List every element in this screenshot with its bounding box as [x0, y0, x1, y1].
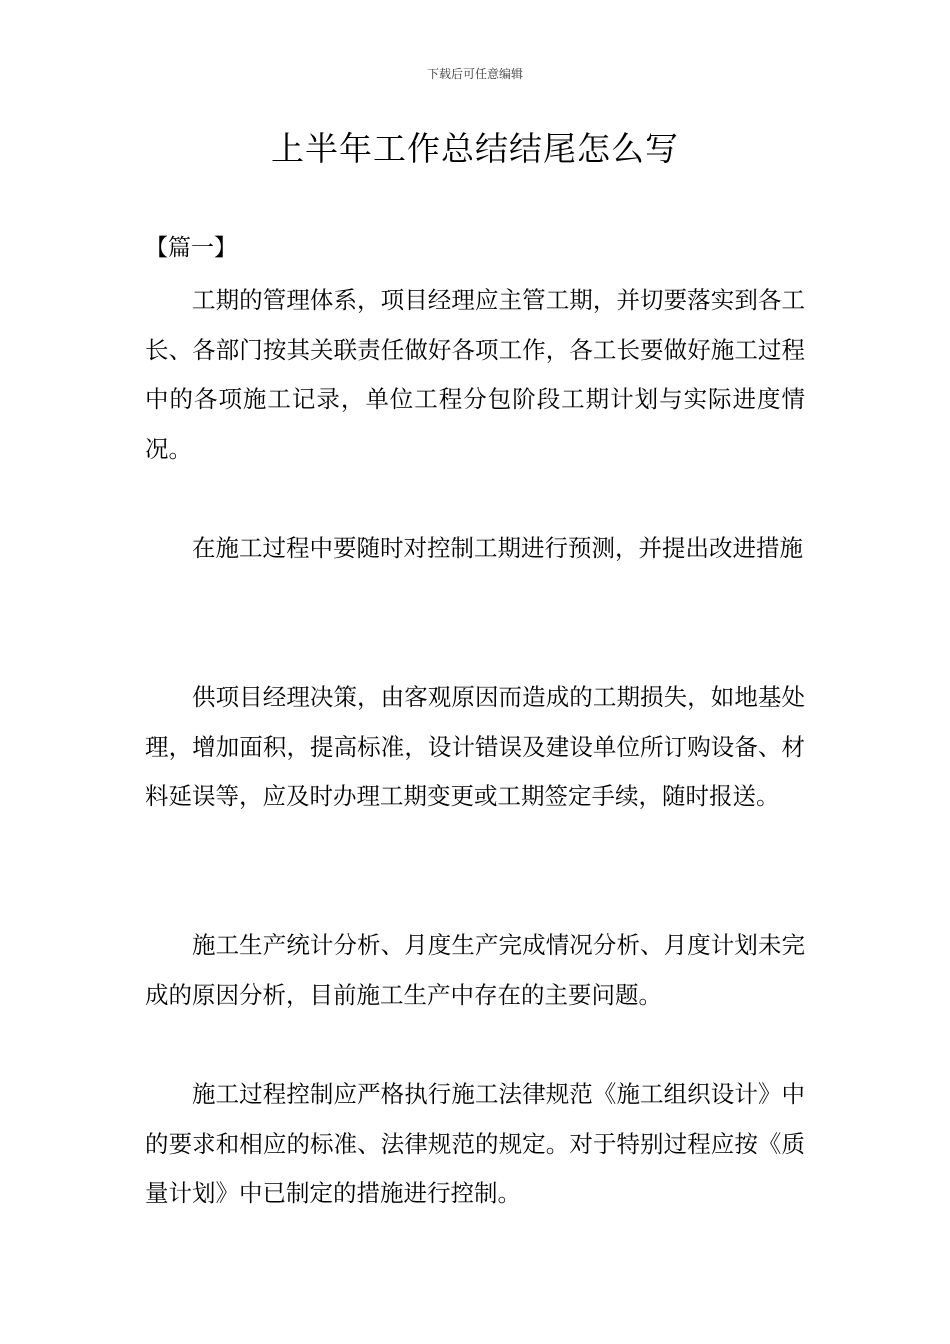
paragraph-4: 施工生产统计分析、月度生产完成情况分析、月度计划未完成的原因分析，目前施工生产中存在的主要问题。: [145, 931, 805, 1009]
paragraph-5: 施工过程控制应严格执行施工法律规范《施工组织设计》中的要求和相应的标准、法律规范的规定。对于特别过程应按《质量计划》中已制定的措施进行控制。: [145, 1080, 805, 1207]
header-note: 下载后可任意编辑: [426, 67, 523, 81]
paragraph-2: 在施工过程中要随时对控制工期进行预测，并提出改进措施: [192, 534, 803, 562]
document-title: 上半年工作总结结尾怎么写: [271, 129, 679, 168]
paragraph-3: 供项目经理决策，由客观原因而造成的工期损失，如地基处理，增加面积，提高标准，设计错误及建设单位所订购设备、材料延误等，应及时办理工期变更或工期签定手续，随时报送。: [145, 683, 805, 810]
section-label: 【篇一】: [145, 235, 237, 261]
paragraph-1: 工期的管理体系，项目经理应主管工期，并切要落实到各工长、各部门按其关联责任做好各项工作，各工长要做好施工过程中的各项施工记录，单位工程分包阶段工期计划与实际进度情况。: [145, 286, 805, 463]
